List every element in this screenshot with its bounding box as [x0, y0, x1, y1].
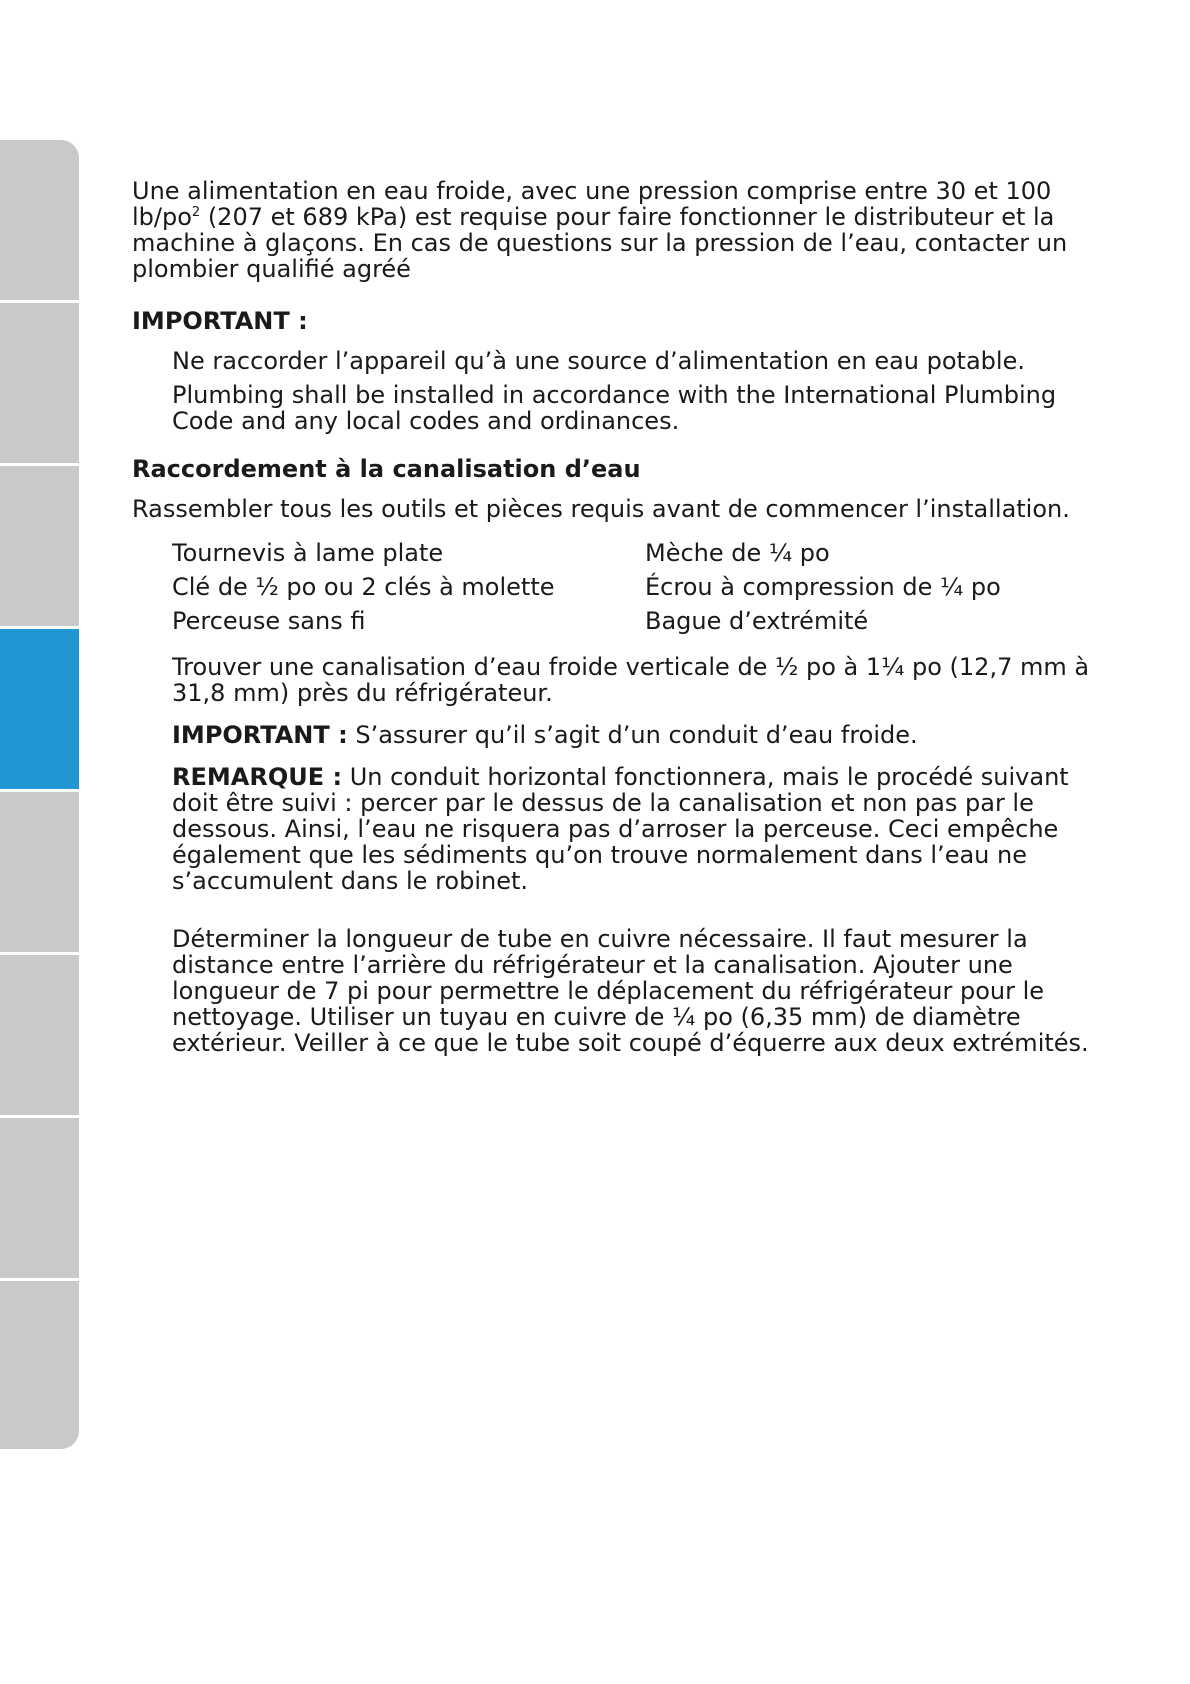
determine-paragraph: Déterminer la longueur de tube en cuivre nécessaire. Il faut mesurer la distance entre l’arrière du réfrigérateur et la canalisation. Ajouter une longueur de 7 pi pour permettre le déplacement du réfrigérateur pour le nettoyage. Utiliser un tuyau en cuivre de ¼ po (6,35 mm) de diamètre extérieur. Veiller à ce que le tube soit coupé d’équerre aux deux extrémités. [172, 925, 1089, 1057]
section-tab [0, 466, 79, 626]
section-tab [0, 955, 79, 1115]
important-item: Ne raccorder l’appareil qu’à une source d’alimentation en eau potable. [172, 347, 1025, 375]
tool-item: Écrou à compression de ¼ po [645, 573, 1001, 601]
intro-paragraph: Une alimentation en eau froide, avec une pression comprise entre 30 et 100 $lb/po^2$ (207 et 689 kPa) est requise pour faire fonctionner le distributeur et la machine à glaçons. En cas de questions sur la pression de l’eau, contacter un plombier qualifié agréé [132, 177, 1068, 283]
tool-item: Clé de ½ po ou 2 clés à molette [172, 573, 555, 601]
section-tabs [0, 140, 79, 1449]
section-tab [0, 140, 79, 300]
section-tab [0, 1118, 79, 1278]
gather-paragraph: Rassembler tous les outils et pièces requis avant de commencer l’installation. [132, 495, 1070, 523]
section-tab [0, 792, 79, 952]
tool-item: Perceuse sans fi [172, 607, 366, 635]
tool-item: Tournevis à lame plate [172, 539, 444, 567]
section-tab [0, 303, 79, 463]
important-item: Plumbing shall be installed in accordance with the International Plumbing Code and any local codes and ordinances. [172, 381, 1057, 435]
section-tab-active [0, 629, 79, 789]
important-heading: IMPORTANT : [132, 307, 308, 335]
tool-item: Mèche de ¼ po [645, 539, 830, 567]
tool-item: Bague d’extrémité [645, 607, 869, 635]
find-pipe-paragraph: Trouver une canalisation d’eau froide verticale de ½ po à 1¼ po (12,7 mm à 31,8 mm) près du réfrigérateur. [172, 653, 1090, 707]
remark-note: REMARQUE : Un conduit horizontal fonctionnera, mais le procédé suivant doit être suivi : percer par le dessus de la canalisation et non pas par le dessous. Ainsi, l’eau ne risquera pas d’arroser la perceuse. Ceci empêche également que les sédiments qu’on trouve normalement dans l’eau ne s’accumulent dans le robinet. [172, 763, 1069, 895]
section-heading: Raccordement à la canalisation d’eau [132, 455, 641, 483]
section-tab [0, 1281, 79, 1449]
important-note: IMPORTANT : S’assurer qu’il s’agit d’un conduit d’eau froide. [172, 721, 918, 749]
tools-list [172, 540, 1092, 634]
page-content [132, 178, 1092, 1072]
